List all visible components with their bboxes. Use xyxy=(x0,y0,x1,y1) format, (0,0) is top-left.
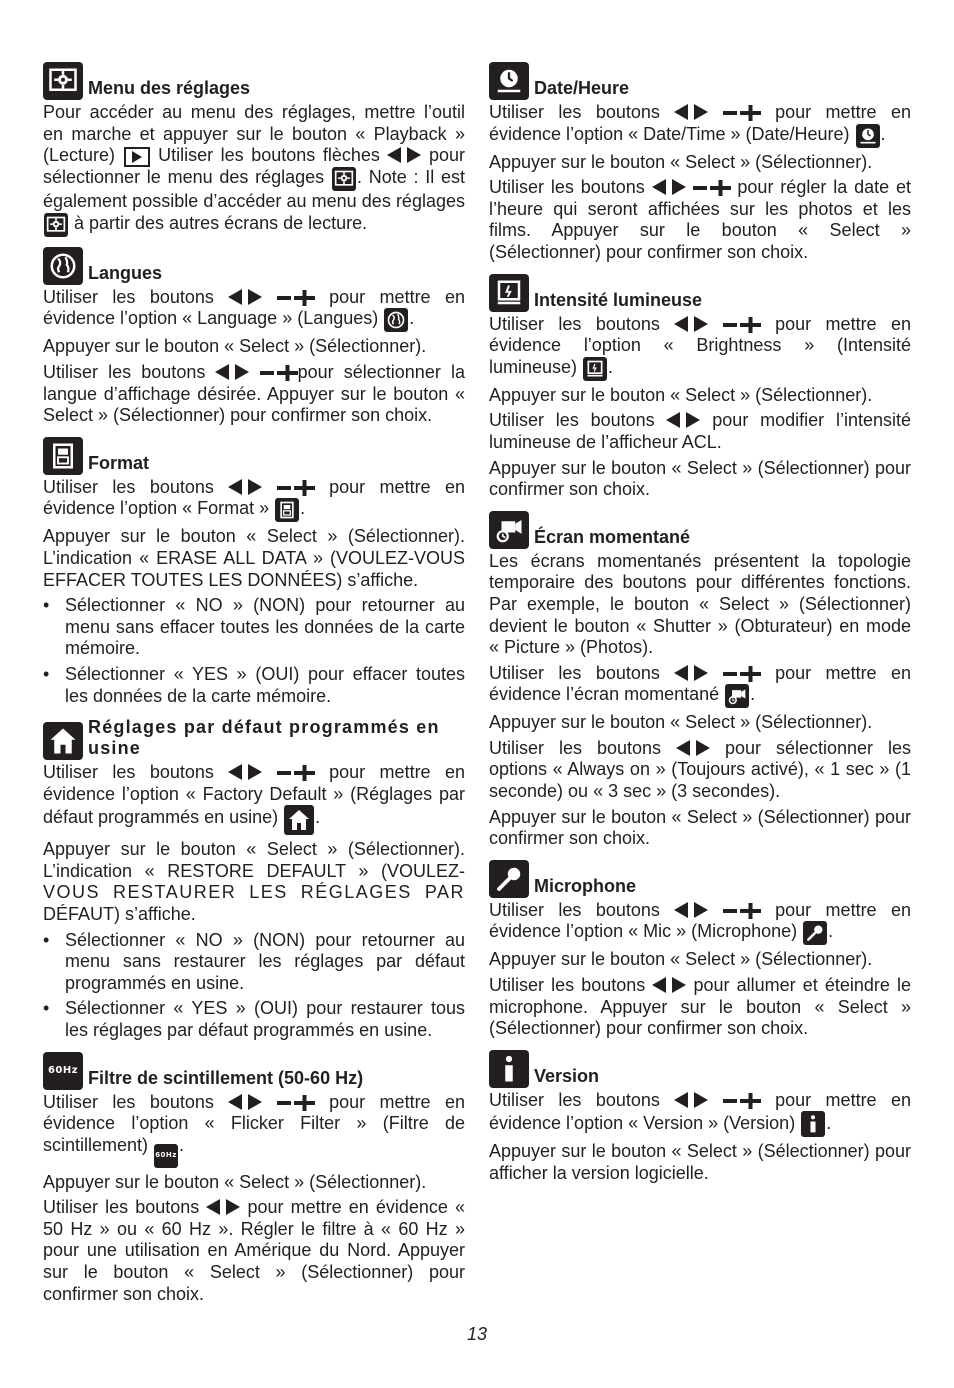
page-number: 13 xyxy=(466,1324,488,1344)
paragraph: Appuyer sur le bouton « Select » (Sélectionner). L’indication « ERASE ALL DATA » (VOULEZ-VOUS EFFACER TOUTES LES DONNÉES) s’affiche. xyxy=(43,526,465,590)
section-title: Format xyxy=(88,452,150,473)
section-date-time xyxy=(489,62,911,264)
section-title: Menu des réglages xyxy=(88,78,251,98)
clock-icon xyxy=(489,62,529,100)
left-right-arrows-icon xyxy=(228,1094,262,1110)
list-item: • Sélectionner « YES » (OUI) pour restaurer tous les réglages par défaut programmés en usine. xyxy=(43,998,465,1041)
paragraph: Utiliser les boutons pour mettre en évidence l’option « Factory Default » (Réglages par défaut programmés en usine) . xyxy=(43,762,465,835)
paragraph: Utiliser les boutons pour sélectionner la langue d’affichage désirée. Appuyer sur le bouton « Select » (Sélectionner) pour confirmer son choix. xyxy=(43,361,465,426)
paragraph: Utiliser les boutons pour modifier l’intensité lumineuse de l’afficheur ACL. xyxy=(489,410,911,452)
left-right-arrows-icon xyxy=(674,902,708,918)
info-icon xyxy=(489,1050,529,1088)
bullet-list xyxy=(43,930,465,1042)
section-title: Filtre de scintillement (50-60 Hz) xyxy=(88,1067,364,1088)
minus-plus-icon xyxy=(723,105,761,121)
paragraph: Utiliser les boutons pour allumer et éteindre le microphone. Appuyer sur le bouton « Select » (Sélectionner) pour confirmer son choix. xyxy=(489,975,911,1039)
paragraph: Appuyer sur le bouton « Select » (Sélectionner) pour afficher la version logicielle. xyxy=(489,1141,911,1183)
paragraph: Utiliser les boutons pour mettre en évidence l’option « Format » . xyxy=(43,477,465,523)
paragraph: Les écrans momentanés présentent la topologie temporaire des boutons pour différentes fonctions. Par exemple, le bouton « Select » (Sélectionner) devient le bouton « Shutter » (Obturateur) en mode « Picture » (Photos). xyxy=(489,550,911,658)
paragraph: Appuyer sur le bouton « Select » (Sélectionner). xyxy=(489,384,873,405)
playback-icon xyxy=(124,147,150,167)
section-title: Microphone xyxy=(534,875,636,896)
settings-gear-icon xyxy=(44,213,68,237)
left-right-arrows-icon xyxy=(674,104,708,120)
paragraph: Appuyer sur le bouton « Select » (Sélectionner) pour confirmer son choix. xyxy=(489,457,911,500)
globe-icon xyxy=(384,308,408,332)
section-title: Version xyxy=(534,1065,600,1086)
left-right-arrows-icon xyxy=(215,364,249,380)
paragraph: Utiliser les boutons pour mettre en évidence l’option « Version » (Version) . xyxy=(489,1090,911,1138)
home-icon xyxy=(43,722,83,760)
paragraph: Utiliser les boutons pour mettre en évidence « 50 Hz » ou « 60 Hz ». Régler le filtre à « 60 Hz » pour une utilisation en Amérique du Nord. Appuyer sur le bouton « Select » (Sélectionner) pour confirmer son choix. xyxy=(43,1197,465,1304)
left-right-arrows-icon xyxy=(666,412,700,428)
paragraph: Utiliser les boutons pour sélectionner les options « Always on » (Toujours activé), « 1 sec » (1 seconde) ou « 3 sec » (3 secondes). xyxy=(489,737,911,802)
camera-timer-icon xyxy=(489,511,529,549)
hz-60-icon: 60Hz xyxy=(154,1144,178,1168)
right-column xyxy=(489,62,911,1195)
paragraph: Utiliser les boutons pour mettre en évidence l’option « Date/Time » (Date/Heure) . xyxy=(489,102,911,148)
paragraph: Utiliser les boutons pour mettre en évidence l’option « Flicker Filter » (Filtre de scintillement) 60Hz . xyxy=(43,1092,465,1168)
globe-icon xyxy=(43,247,83,285)
brightness-icon xyxy=(583,357,607,381)
paragraph: Utiliser les boutons pour mettre en évidence l’option « Language » (Langues) . xyxy=(43,287,465,333)
settings-gear-icon xyxy=(332,167,356,191)
left-right-arrows-icon xyxy=(228,289,262,305)
paragraph: Appuyer sur le bouton « Select » (Sélectionner). xyxy=(489,712,873,733)
left-right-arrows-icon xyxy=(676,740,710,756)
paragraph: Utiliser les boutons pour mettre en évidence l’écran momentané . xyxy=(489,663,911,709)
section-title: Intensité lumineuse xyxy=(534,289,703,310)
list-item: • Sélectionner « YES » (OUI) pour effacer toutes les données de la carte mémoire. xyxy=(43,664,465,707)
section-version xyxy=(489,1050,911,1185)
settings-gear-icon xyxy=(43,62,83,100)
section-title: Langues xyxy=(88,262,163,283)
minus-plus-icon xyxy=(277,290,315,306)
section-flicker-filter xyxy=(43,1052,465,1306)
paragraph: Utiliser les boutons pour mettre en évidence l’option « Brightness » (Intensité lumineuse) . xyxy=(489,314,911,381)
paragraph: Appuyer sur le bouton « Select » (Sélectionner). xyxy=(489,949,873,970)
left-right-arrows-icon xyxy=(228,764,262,780)
left-right-arrows-icon xyxy=(228,479,262,495)
camera-timer-icon xyxy=(725,684,749,708)
paragraph: Appuyer sur le bouton « Select » (Sélectionner). xyxy=(43,336,427,357)
paragraph: Appuyer sur le bouton « Select » (Sélectionner). L’indication « RESTORE DEFAULT » (VOULEZ-VOUS RESTAURER LES RÉGLAGES PAR DÉFAUT) s’affiche. xyxy=(43,839,465,925)
section-languages xyxy=(43,247,465,427)
paragraph: Appuyer sur le bouton « Select » (Sélectionner). xyxy=(489,151,873,172)
microphone-icon xyxy=(489,860,529,898)
minus-plus-icon xyxy=(723,903,761,919)
left-right-arrows-icon xyxy=(652,977,686,993)
left-right-arrows-icon xyxy=(674,316,708,332)
format-card-icon xyxy=(43,437,83,475)
minus-plus-icon xyxy=(277,480,315,496)
left-right-arrows-icon xyxy=(674,1092,708,1108)
paragraph: Appuyer sur le bouton « Select » (Sélectionner). xyxy=(43,1171,427,1192)
paragraph: Utiliser les boutons pour régler la date et l’heure qui seront affichées sur les photos et les films. Appuyer sur le bouton « Select » (Sélectionner) pour confirmer son choix. xyxy=(489,177,911,262)
left-right-arrows-icon xyxy=(387,147,421,163)
minus-plus-icon xyxy=(277,1095,315,1111)
home-icon xyxy=(284,805,314,835)
bullet-list xyxy=(43,595,465,707)
minus-plus-icon xyxy=(723,1093,761,1109)
minus-plus-icon xyxy=(723,317,761,333)
brightness-icon xyxy=(489,274,529,312)
info-icon xyxy=(801,1111,825,1137)
hz-60-icon: 60Hz xyxy=(43,1052,83,1090)
minus-plus-icon xyxy=(260,365,298,381)
minus-plus-icon xyxy=(277,765,315,781)
left-right-arrows-icon xyxy=(206,1199,240,1215)
left-column xyxy=(43,62,465,1315)
paragraph: Utiliser les boutons pour mettre en évidence l’option « Mic » (Microphone) . xyxy=(489,900,911,946)
minus-plus-icon xyxy=(723,666,761,682)
section-format xyxy=(43,437,465,707)
left-right-arrows-icon xyxy=(652,179,686,195)
microphone-icon xyxy=(803,921,827,945)
paragraph: Pour accéder au menu des réglages, mettre l’outil en marche et appuyer sur le bouton « Playback » (Lecture) Utiliser les boutons flèches pour sélectionner le menu des réglages . Note : Il est également possible d’accéder au menu des réglages à partir des autres écrans de lecture. xyxy=(43,102,465,237)
section-settings-menu xyxy=(43,62,465,237)
list-item: • Sélectionner « NO » (NON) pour retourner au menu sans effacer toutes les données de la carte mémoire. xyxy=(43,595,465,660)
section-microphone xyxy=(489,860,911,1040)
list-item: • Sélectionner « NO » (NON) pour retourner au menu sans restaurer les réglages par défaut programmés en usine. xyxy=(43,930,465,995)
section-title: Date/Heure xyxy=(534,78,630,98)
section-snap-screen xyxy=(489,511,911,850)
section-title: Réglages par défaut programmés en usine xyxy=(88,717,440,759)
section-title: Écran momentané xyxy=(534,526,691,547)
left-right-arrows-icon xyxy=(674,665,708,681)
clock-icon xyxy=(856,124,880,148)
paragraph: Appuyer sur le bouton « Select » (Sélectionner) pour confirmer son choix. xyxy=(489,806,911,849)
section-factory-default xyxy=(43,717,465,1042)
format-card-icon xyxy=(275,498,299,522)
minus-plus-icon xyxy=(693,180,731,196)
section-brightness xyxy=(489,274,911,501)
